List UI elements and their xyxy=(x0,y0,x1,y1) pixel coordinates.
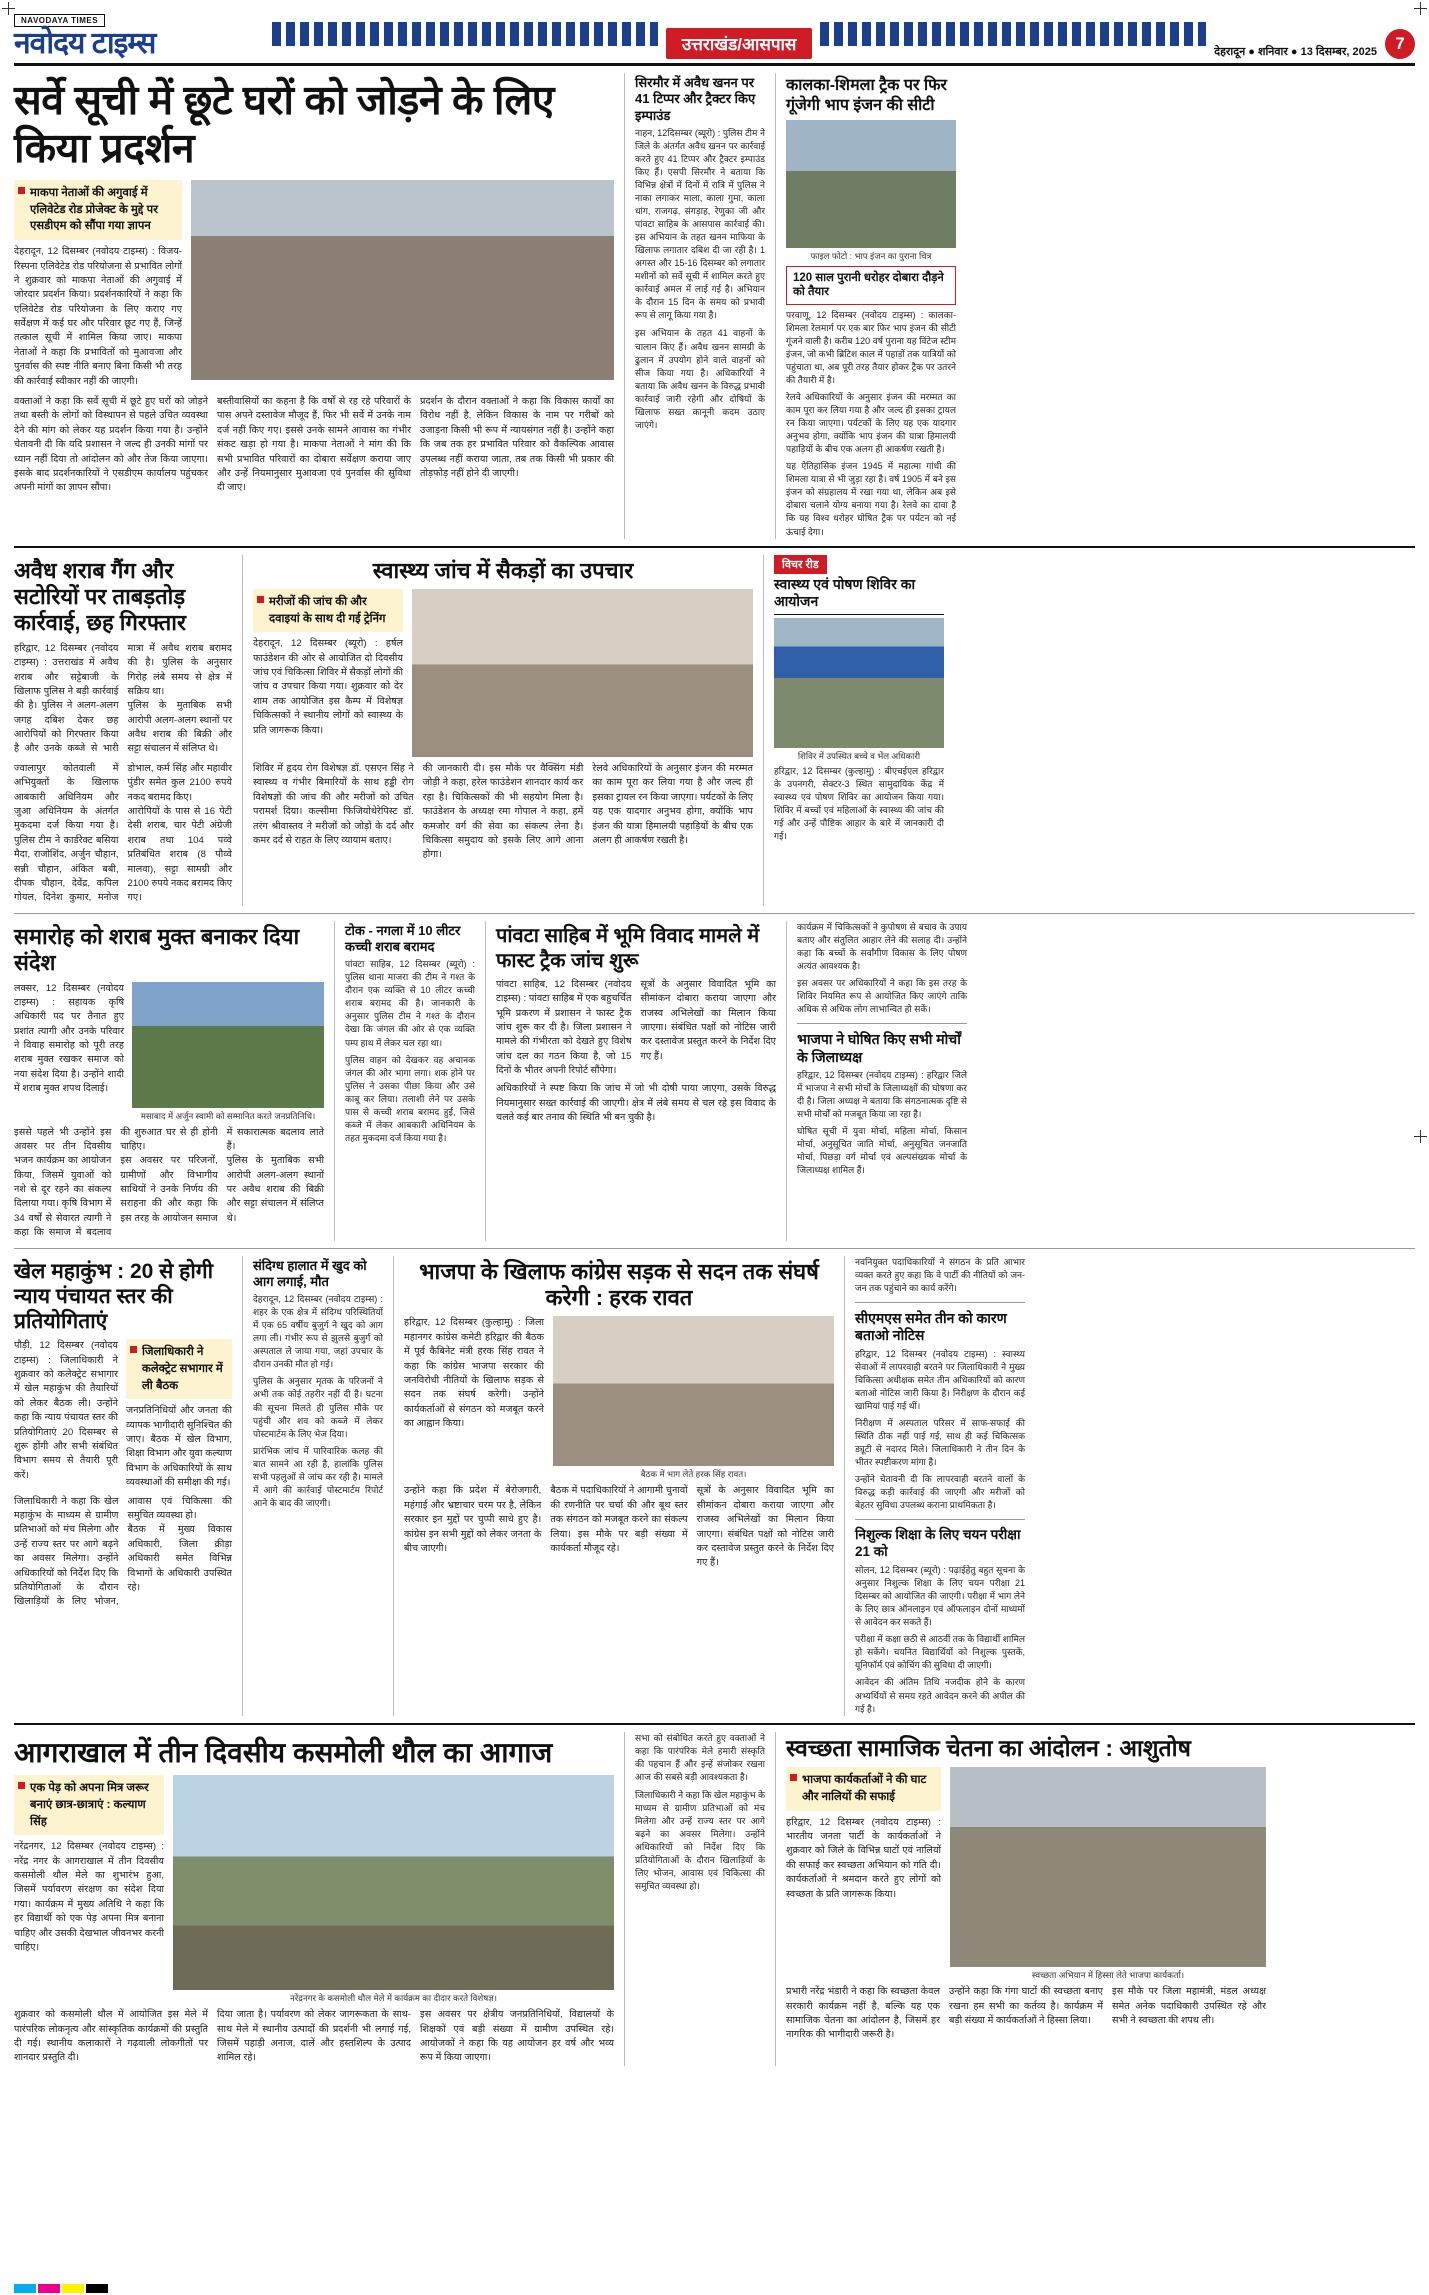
kalka-body-1: परवाणू, 12 दिसम्बर (नवोदय टाइम्स) : कालका-शिमला रेलमार्ग पर एक बार फिर भाप इंजन की सीटी गूंजने वाली है। करीब 120 वर्ष पुराना यह विंटेज स्टीम इंजन, जो कभी ब्रिटिश काल में पहाड़ों तक यात्रियों को पहुंचाता था, अब पूरी तरह तैयार होकर ट्रैक पर उतरने की तैयारी में है। xyxy=(786,309,956,385)
swasthya-photo xyxy=(412,589,753,757)
kalka-subhead-box xyxy=(786,266,956,305)
sandigdh-story xyxy=(253,1256,383,1716)
samaroh-photo xyxy=(132,982,324,1108)
masthead-stripe-right xyxy=(820,22,1206,46)
paonta-body-3: अधिकारियों ने स्पष्ट किया कि जांच में जो भी दोषी पाया जाएगा, उसके विरुद्ध नियमानुसार सख्त कार्रवाई की जाएगी। क्षेत्र में लंबे समय से चल रहे इस विवाद के चलते कई बार तनाव की स्थिति भी बन चुकी है। xyxy=(496,1083,776,1124)
vichar-headline: स्वास्थ्य एवं पोषण शिविर का आयोजन xyxy=(774,576,944,615)
registration-mark xyxy=(1414,1130,1427,1143)
khel-story xyxy=(14,1256,232,1716)
agrakhal-body-2: शुक्रवार को कसमोली थौल में आयोजित इस मेले में पारंपरिक लोकनृत्य और सांस्कृतिक कार्यक्रमों की प्रस्तुति दी गई। स्थानीय कलाकारों ने गढ़वाली लोकगीतों पर शानदार प्रस्तुति दी। xyxy=(14,2009,208,2064)
kalka-body-2: रेलवे अधिकारियों के अनुसार इंजन की मरम्मत का काम पूरा कर लिया गया है और जल्द ही इसका ट्रायल रन किया जाएगा। पर्यटकों के लिए यह एक यादगार अनुभव होगा, क्योंकि भाप इंजन की यात्रा हिमालयी पहाड़ियों के बीच एक अलग ही आकर्षण रखती है। xyxy=(786,392,956,455)
samaroh-body-2: इससे पहले भी उन्होंने इस अवसर पर तीन दिवसीय भजन कार्यक्रम का आयोजन किया, जिसमें युवाओं को नशे से दूर रहने का संकल्प दिलाया गया। कृषि विभाग में 34 वर्षों से सेवारत त्यागी ने कहा कि समाज में बदलाव की शुरुआत घर से ही होनी चाहिए। xyxy=(14,1126,218,1239)
swachhta-headline: स्वच्छता सामाजिक चेतना का आंदोलन : आशुतोष xyxy=(786,1734,1191,1761)
column-divider xyxy=(775,1732,776,2066)
sharab-story xyxy=(14,555,232,906)
thokna-story xyxy=(345,921,475,1241)
bjp-photo xyxy=(553,1316,834,1466)
swasthya-headline: स्वास्थ्य जांच में सैकड़ों का उपचार xyxy=(372,557,634,583)
samaroh-body-4: पुलिस के मुताबिक सभी आरोपी अलग-अलग स्थानों पर अवैध शराब की बिक्री और सट्टा संचालन में संलिप्त थे। xyxy=(226,1155,324,1224)
vichar-continued xyxy=(797,921,967,1241)
column-divider xyxy=(775,73,776,539)
swasthya-story xyxy=(253,555,753,906)
swachhta-kicker: भाजपा कार्यकर्ताओं ने की घाट और नालियों की सफाई xyxy=(786,1767,941,1810)
khel-body-1: पौड़ी, 12 दिसम्बर (नवोदय टाइम्स) : जिलाधिकारी ने शुक्रवार को कलेक्ट्रेट सभागार में खेल महाकुंभ की तैयारियों को लेकर बैठक ली। उन्होंने कहा कि न्याय पंचायत स्तर की प्रतियोगिताएं 20 दिसम्बर से शुरू होंगी और सभी संबंधित विभाग समय से तैयारी पूरी करें। xyxy=(14,1340,118,1481)
samaroh-body-1: लक्सर, 12 दिसम्बर (नवोदय टाइम्स) : सहायक कृषि अधिकारी पद पर तैनात हुए प्रशांत त्यागी और उनके परिवार ने विवाह समारोह को पूरी तरह शराब मुक्त रखकर समाज को नया संदेश दिया है। उन्होंने शादी में शराब मुक्त शपथ दिलाई। xyxy=(14,982,124,1095)
masthead-logo xyxy=(14,10,264,59)
masthead-title: नवोदय टाइम्स xyxy=(14,27,156,60)
lead-story xyxy=(14,73,614,539)
jilaadhyaksh-body-2: घोषित सूची में युवा मोर्चा, महिला मोर्चा, किसान मोर्चा, अनुसूचित जाति मोर्चा, अनुसूचित जनजाति मोर्चा, पिछड़ा वर्ग मोर्चा एवं अल्पसंख्यक मोर्चा के जिलाध्यक्ष शामिल हैं। xyxy=(797,1126,967,1176)
agrakhal-body-1: नरेंद्रनगर, 12 दिसम्बर (नवोदय टाइम्स) : नरेंद्र नगर के आगराखाल में तीन दिवसीय कसमोली थौल मेले का शुभारंभ हुआ, जिसमें पर्यावरण संरक्षण का संदेश दिया गया। कार्यक्रम में मुख्य अतिथि ने कहा कि हर विद्यार्थी को एक पेड़ अपना मित्र बनाना चाहिए और उसकी देखभाल जीवनभर करनी चाहिए। xyxy=(14,1841,164,1953)
swachhta-body-4: इस मौके पर जिला महामंत्री, मंडल अध्यक्ष समेत अनेक पदाधिकारी उपस्थित रहे और सभी ने स्वच्छता की शपथ ली। xyxy=(1112,1986,1266,2026)
bjp-body-2: उन्होंने कहा कि प्रदेश में बेरोजगारी, महंगाई और भ्रष्टाचार चरम पर है, लेकिन सरकार इन मुद्दों पर चुप्पी साधे हुए है। कांग्रेस इन सभी मुद्दों को लेकर जनता के बीच जाएगी। xyxy=(404,1485,542,1554)
vichar-body-2: कार्यक्रम में चिकित्सकों ने कुपोषण से बचाव के उपाय बताए और संतुलित आहार लेने की सलाह दी। उन्होंने कहा कि बच्चों के सर्वांगीण विकास के लिए पोषण अत्यंत आवश्यक है। xyxy=(797,921,967,971)
sharab-body-2: पुलिस के मुताबिक सभी आरोपी अलग-अलग स्थानों पर अवैध शराब की बिक्री और सट्टा संचालन में संलिप्त थे। xyxy=(127,700,232,755)
column-divider xyxy=(393,1256,394,1716)
bjp-body-4: सूत्रों के अनुसार विवादित भूमि का सीमांकन दोबारा कराया जाएगा और राजस्व अभिलेखों का मिलान किया जाएगा। संबंधित पक्षों को नोटिस जारी कर दस्तावेज प्रस्तुत करने के निर्देश दिए गए हैं। xyxy=(696,1485,834,1569)
seemaa-body-3: उन्होंने चेतावनी दी कि लापरवाही बरतने वालों के विरुद्ध कड़ी कार्रवाई की जाएगी और मरीजों को बेहतर सुविधा उपलब्ध कराना प्राथमिकता है। xyxy=(855,1474,1025,1511)
bottom-band xyxy=(14,1732,1415,2066)
agrakhal-photo-caption: नरेंद्रनगर के कसमोली थौल मेले में कार्यक्रम का दीदार करते विशेषज्ञ। xyxy=(290,1993,497,2004)
vichar-photo xyxy=(774,618,944,748)
paonta-headline: पांवटा साहिब में भूमि विवाद मामले में फास्ट ट्रैक जांच शुरू xyxy=(496,924,760,972)
column-divider xyxy=(242,555,243,906)
swachhta-body-3: उन्होंने कहा कि गंगा घाटों की स्वच्छता बनाए रखना हम सभी का कर्तव्य है। कार्यक्रम में बड़ी संख्या में कार्यकर्ताओं ने हिस्सा लिया। xyxy=(949,1986,1103,2026)
lead-body-2: वक्ताओं ने कहा कि सर्वे सूची में छूटे हुए घरों को जोड़ने तथा बस्ती के लोगों को विस्थापन से पहले उचित व्यवस्था देने की मांग को लेकर यह प्रदर्शन किया गया है। उन्होंने चेतावनी दी कि यदि प्रशासन ने जल्द ही उनकी मांगों पर ध्यान नहीं दिया तो आंदोलन को और तेज किया जाएगा। इसके बाद प्रदर्शनकारियों ने एसडीएम कार्यालय पहुंचकर अपनी मांगों का ज्ञापन सौंपा। xyxy=(14,396,208,494)
khel-headline: खेल महाकुंभ : 20 से होगी न्याय पंचायत स्तर की प्रतियोगिताएं xyxy=(14,1259,214,1334)
bjp-body-3: बैठक में पदाधिकारियों ने आगामी चुनावों की रणनीति पर चर्चा की और बूथ स्तर तक संगठन को मजबूत करने का संकल्प लिया। इस मौके पर बड़ी संख्या में कार्यकर्ता मौजूद रहे। xyxy=(550,1485,688,1554)
registration-mark xyxy=(2,2,15,15)
fourth-band xyxy=(14,1256,1415,1716)
swasthya-body-1: देहरादून, 12 दिसम्बर (ब्यूरो) : हर्षल फाउंडेशन की ओर से आयोजित दो दिवसीय जांच एवं चिकित्सा शिविर में सैकड़ों लोगों की जांच व उपचार किया गया। शुक्रवार को देर शाम तक आयोजित इस कैम्प में विशेषज्ञ चिकित्सकों ने स्थानीय लोगों को स्वास्थ्य के प्रति जागरूक किया। xyxy=(253,638,403,736)
top-block xyxy=(14,73,1415,539)
nishulk-body-3: आवेदन की अंतिम तिथि नजदीक होने के कारण अभ्यर्थियों से समय रहते आवेदन करने की अपील की गई है। xyxy=(855,1677,1025,1714)
jilaadhyaksh-body-3: नवनियुक्त पदाधिकारियों ने संगठन के प्रति आभार व्यक्त करते हुए कहा कि वे पार्टी की नीतियों को जन-जन तक पहुंचाने का कार्य करेंगे। xyxy=(855,1256,1025,1293)
bjp-body-1: हरिद्वार, 12 दिसम्बर (कुल्हामु) : जिला महानगर कांग्रेस कमेटी हरिद्वार की बैठक में पूर्व कैबिनेट मंत्री हरक सिंह रावत ने कहा कि कांग्रेस भाजपा सरकार की जनविरोधी नीतियों के खिलाफ सड़क से सदन तक संघर्ष करेगी। उन्होंने कार्यकर्ताओं से संगठन को मजबूत करने का आह्वान किया। xyxy=(404,1317,544,1430)
agrakhal-kicker: एक पेड़ को अपना मित्र जरूर बनाएं छात्र-छात्राएं : कल्याण सिंह xyxy=(14,1775,164,1835)
thokna-body-2: पुलिस वाहन को देखकर वह अचानक जंगल की ओर भागा लगा। शक होने पर पुलिस ने उसका पीछा किया और उसे काबू कर लिया। तलाशी लेने पर उसके पास से कच्ची शराब बरामद हुई, जिसे कब्जे में लेकर आबकारी अधिनियम के तहत मुकदमा दर्ज किया गया है। xyxy=(345,1054,475,1143)
bjp-story xyxy=(404,1256,834,1716)
bjp-photo-caption: बैठक में भाग लेते हरक सिंह रावत। xyxy=(640,1469,747,1480)
swachhta-body-1: हरिद्वार, 12 दिसम्बर (नवोदय टाइम्स) : भारतीय जनता पार्टी के कार्यकर्ताओं ने शुक्रवार को जिले के विभिन्न घाटों एवं नालियों की सफाई कर स्वच्छता अभियान को गति दी। कार्यकर्ताओं ने श्रमदान करते हुए लोगों को स्वच्छता के प्रति जागरूक किया। xyxy=(786,1816,941,1900)
khel-body-4: बैठक में मुख्य विकास अधिकारी, जिला क्रीड़ा अधिकारी समेत विभिन्न विभागों के अधिकारी उपस्थित रहे। xyxy=(127,1524,232,1593)
agrakhal-overflow xyxy=(635,1732,765,2066)
column-divider xyxy=(763,555,764,906)
nishulk-body-1: सोलन, 12 दिसम्बर (ब्यूरो) : पढ़ाईहेतु बहुत सूचना के अनुसार निशुल्क शिक्षा के लिए चयन परीक्षा 21 दिसम्बर को आयोजित की जाएगी। परीक्षा में भाग लेने के लिए छात्र ऑनलाइन एवं ऑफलाइन दोनों माध्यमों से आवेदन कर सकते हैं। xyxy=(855,1565,1025,1628)
vichar-body-3: इस अवसर पर अधिकारियों ने कहा कि इस तरह के शिविर नियमित रूप से आयोजित किए जाएंगे ताकि अधिक से अधिक लोग लाभान्वित हो सकें। xyxy=(797,977,967,1015)
sandigdh-headline: संदिग्ध हालात में खुद को आग लगाई, मौत xyxy=(253,1257,367,1289)
column-divider xyxy=(624,73,625,539)
agrakhal-photo xyxy=(173,1775,614,1990)
agrakhal-body-5: सभा को संबोधित करते हुए वक्ताओं ने कहा कि पारंपरिक मेले हमारी संस्कृति की पहचान हैं और इन्हें संजोकर रखना आज की सबसे बड़ी आवश्यकता है। xyxy=(635,1732,765,1782)
seemaa-body-1: हरिद्वार, 12 दिसम्बर (नवोदय टाइम्स) : स्वास्थ्य सेवाओं में लापरवाही बरतने पर जिलाधिकारी ने मुख्य चिकित्सा अधीक्षक समेत तीन अधिकारियों को कारण बताओ नोटिस जारी किया है। निरीक्षण के दौरान कई खामियां पाई गई थीं। xyxy=(855,1348,1025,1411)
khel-body-3: जिलाधिकारी ने कहा कि खेल महाकुंभ के माध्यम से ग्रामीण प्रतिभाओं को मंच मिलेगा और उन्हें राज्य स्तर पर आगे बढ़ने का अवसर मिलेगा। उन्होंने अधिकारियों को निर्देश दिए कि प्रतियोगिताओं के दौरान खिलाड़ियों के लिए भोजन, आवास एवं चिकित्सा की समुचित व्यवस्था हो। xyxy=(14,1495,232,1608)
thokna-headline: टोक - नगला में 10 लीटर कच्ची शराब बरामद xyxy=(345,922,461,954)
third-band xyxy=(14,921,1415,1241)
kalka-photo-caption: फाइल फोटो : भाप इंजन का पुराना चित्र xyxy=(810,251,932,261)
sirmour-body-1: नाहन, 12दिसम्बर (ब्यूरो) : पुलिस टीम ने जिले के अंतर्गत अवैध खनन पर कार्रवाई करते हुए 41 टिप्पर और ट्रैक्टर इम्पाउंड किए हैं। एसपी सिरमौर ने बताया कि विभिन्न क्षेत्रों में दिनों में रात्रि में पुलिस ने नाका लगाकर माला, काला गुमा, काला धांग, राजगढ़, संगड़ाह, रेणुका जी और पांवटा साहिब के आसपास कार्रवाई की। इस अभियान के तहत खनन माफिया के खिलाफ लगातार दबिश दी जा रही है। 1 अगस्त और 15-16 दिसम्बर को लगातार मशीनों को सर्वे सूची में शामिल करते हुए कार्रवाई अमल में लाई गई है। अभियान के दौरान 15 दिन के समय को प्रभावी रूप से लागू किया गया है। xyxy=(635,127,765,321)
swachhta-body-2: प्रभारी नरेंद्र भंडारी ने कहा कि स्वच्छता केवल सरकारी कार्यक्रम नहीं है, बल्कि यह एक सामाजिक चेतना का आंदोलन है, जिसमें हर नागरिक की भागीदारी जरूरी है। xyxy=(786,1986,940,2041)
thokna-body-1: पांवटा साहिब, 12 दिसम्बर (ब्यूरो) : पुलिस थाना माजरा की टीम ने गश्त के दौरान एक व्यक्ति से 10 लीटर कच्ची शराब बरामद की है। जानकारी के अनुसार पुलिस टीम ने गश्त के दौरान देखा कि जंगल की ओर से एक व्यक्ति पम्प हाथ में लेकर चल रहा था। xyxy=(345,959,475,1048)
khel-kicker: जिलाधिकारी ने कलेक्ट्रेट सभागार में ली बैठक xyxy=(126,1339,232,1399)
paonta-body-1: पांवटा साहिब, 12 दिसम्बर (नवोदय टाइम्स) : पांवटा साहिब में एक बहुचर्चित भूमि प्रकरण में प्रशासन ने फास्ट ट्रैक जांच शुरू कर दी है। जिला प्रशासन ने मामले की गंभीरता को देखते हुए विशेष जांच दल का गठन किया है, जो 15 दिनों के भीतर अपनी रिपोर्ट सौंपेगा। xyxy=(496,978,632,1077)
kalka-headline: कालका-शिमला ट्रैक पर फिर गूंजेगी भाप इंजन की सीटी xyxy=(786,77,947,114)
lead-body-3: बस्तीवासियों का कहना है कि वर्षों से रह रहे परिवारों के पास अपने दस्तावेज मौजूद हैं, फिर भी सर्वे में उनके नाम दर्ज नहीं किए गए। इससे उनके सामने आवास का गंभीर संकट खड़ा हो गया है। माकपा नेताओं ने मांग की कि सभी प्रभावित परिवारों का दोबारा सर्वेक्षण कराया जाए और उन्हें नियमानुसार मुआवजा एवं पुनर्वास की सुविधा दी जाए। xyxy=(217,396,411,494)
sandigdh-body-3: प्रारंभिक जांच में पारिवारिक कलह की बात सामने आ रही है, हालांकि पुलिस सभी पहलुओं से जांच कर रही है। मामले में आगे की कार्रवाई पोस्टमार्टम रिपोर्ट आने के बाद की जाएगी। xyxy=(253,1445,383,1508)
sirmour-story xyxy=(635,73,765,539)
lead-kicker: माकपा नेताओं की अगुवाई में एलिवेटेड रोड प्रोजेक्ट के मुद्दे पर एसडीएम को सौंपा गया ज्ञापन xyxy=(14,180,182,240)
samaroh-body-3: इस अवसर पर परिजनों, ग्रामीणों और विभागीय साथियों ने उनके निर्णय की सराहना की और कहा कि इस तरह के आयोजन समाज में सकारात्मक बदलाव लाते हैं। xyxy=(120,1126,324,1224)
kalka-body-3: यह ऐतिहासिक इंजन 1945 में महात्मा गांधी की शिमला यात्रा से भी जुड़ा रहा है। वर्ष 1905 में बने इस इंजन को संग्रहालय में रखा गया था, लेकिन अब इसे दोबारा चलाने योग्य बनाया गया है। रेलवे का दावा है कि यह विश्व धरोहर घोषित ट्रैक पर पर्यटन को नई ऊंचाई देगा। xyxy=(786,461,956,537)
second-band xyxy=(14,555,1415,906)
color-calibration-bars xyxy=(14,2284,108,2293)
jilaadhyaksh-headline: भाजपा ने घोषित किए सभी मोर्चों के जिलाध्यक्ष xyxy=(797,1031,961,1065)
sharab-body-4: आरोपियों के पास से 16 पेटी देसी शराब, चार पेटी अंग्रेजी शराब तथा 104 पव्वे प्रतिबंधित शराब (8 पौव्वे मालवा), सट्टा सामग्री और 2100 रुपये नकद बरामद किए गए। xyxy=(127,806,232,904)
lead-headline: सर्वे सूची में छूटे घरों को जोड़ने के लिए किया प्रदर्शन xyxy=(14,77,554,171)
swasthya-body-2: शिविर में हृदय रोग विशेषज्ञ डॉ. एसएन सिंह ने स्वास्थ्य व गंभीर बिमारियों के साथ हड्डी रोग विशेषज्ञों की जांच की और मरीजों को उचित परामर्श दिया। कल्सीमा फिजियोथेरेपिस्ट डॉ. तरंग श्रीवास्तव ने मरीजों को जोड़ों के दर्द और कमर दर्द से राहत के लिए व्यायाम बताए। xyxy=(253,762,414,846)
registration-mark xyxy=(1414,2,1427,15)
column-divider xyxy=(624,1732,625,2066)
paonta-story xyxy=(496,921,776,1241)
seemaa-body-2: निरीक्षण में अस्पताल परिसर में साफ-सफाई की स्थिति ठीक नहीं पाई गई, साथ ही कई चिकित्सक ड्यूटी से नदारद मिले। जिलाधिकारी ने तीन दिन के भीतर स्पष्टीकरण मांगा है। xyxy=(855,1418,1025,1468)
swasthya-body-3b: रेलवे अधिकारियों के अनुसार इंजन की मरम्मत का काम पूरा कर लिया गया है और जल्द ही इसका ट्रायल रन किया जाएगा। पर्यटकों के लिए यह एक यादगार अनुभव होगा, क्योंकि भाप इंजन की यात्रा हिमालयी पहाड़ियों के बीच एक अलग ही आकर्षण रखती है। xyxy=(592,762,753,846)
vichar-read-section xyxy=(774,555,944,906)
swachhta-story xyxy=(786,1732,1266,2066)
kalka-photo xyxy=(786,120,956,248)
swasthya-body-3: की जानकारी दी। इस मौके पर वैक्सिंग मंडी जोड़ी ने कहा, हरेल फाउंडेशन शानदार कार्य कर रहा है। चिकित्सकों की भी सहयोग मिला है। फाउंडेशन के अध्यक्ष रमा गोपाल ने कहा, हमें कमजोर वर्ग की सेवा का संकल्प लेना है। चिकित्सा समुदाय को इसके लिए आगे आना होगा। xyxy=(422,762,584,861)
right-stack xyxy=(855,1256,1025,1716)
swachhta-photo-caption: स्वच्छता अभियान में हिस्सा लेते भाजपा कार्यकर्ता। xyxy=(1031,1970,1185,1981)
bjp-headline: भाजपा के खिलाफ कांग्रेस सड़क से सदन तक संघर्ष करेगी : हरक रावत xyxy=(419,1258,819,1311)
lead-body-4: प्रदर्शन के दौरान वक्ताओं ने कहा कि विकास कार्यों का विरोध नहीं है, लेकिन विकास के नाम पर गरीबों को उजाड़ना किसी भी रूप में न्यायसंगत नहीं है। उन्होंने कहा कि जब तक हर प्रभावित परिवार को वैकल्पिक आवास उपलब्ध नहीं कराया जाता, तब तक किसी भी प्रकार की तोड़फोड़ नहीं होने दी जाएगी। xyxy=(420,396,614,479)
column-divider xyxy=(242,1256,243,1716)
vichar-section-label: विचर रीड xyxy=(774,555,827,574)
sharab-headline: अवैध शराब गैंग और सटोरियों पर ताबड़तोड़ कार्रवाई, छह गिरफ्तार xyxy=(14,557,186,636)
masthead-stripe-left xyxy=(272,22,658,46)
dateline: देहरादून ● शनिवार ● 13 दिसम्बर, 2025 xyxy=(1214,46,1377,58)
jilaadhyaksh-body-1: हरिद्वार, 12 दिसम्बर (नवोदय टाइम्स) : हरिद्वार जिले में भाजपा ने सभी मोर्चों के जिलाध्यक्षों की घोषणा कर दी है। जिला अध्यक्ष ने बताया कि संगठनात्मक दृष्टि से सभी मोर्चों को मजबूत किया जा रहा है। xyxy=(797,1070,967,1120)
sharab-body-1: हरिद्वार, 12 दिसम्बर (नवोदय टाइम्स) : उत्तराखंड में अवैध शराब और सट्टेबाजी के खिलाफ पुलिस ने बड़ी कार्रवाई की है। पुलिस ने अलग-अलग जगह दबिश देकर छह आरोपियों को गिरफ्तार किया है और उनके कब्जे से भारी मात्रा में अवैध शराब बरामद की है। पुलिस के अनुसार गिरोह लंबे समय से क्षेत्र में सक्रिय था। xyxy=(14,642,232,755)
samaroh-headline: समारोह को शराब मुक्त बनाकर दिया संदेश xyxy=(14,923,300,976)
agrakhal-story xyxy=(14,1732,614,2066)
samaroh-story xyxy=(14,921,324,1241)
sharab-body-3: ज्वालापुर कोतवाली में अभियुक्तों के खिलाफ आबकारी अधिनियम और जुआ अधिनियम के अंतर्गत मुकदमा दर्ज किया गया है। पुलिस टीम ने कार्डरेक्ट बसिया मैदा, राजोशिंद, अर्जुन चौहान, सन्नी चौहान, अंकित बबी, दीपक चौहान, देवेंद्र, कपिल गोयल, दिनेश कुमार, मनोज डोभाल, कर्म सिंह और महावीर पुंडीर समेत कुल 2100 रुपये नकद बरामद किए। xyxy=(14,762,232,904)
sirmour-body-2: इस अभियान के तहत 41 वाहनों के चालान किए हैं। अवैध खनन सामग्री के ढुलान में उपयोग होने वाले वाहनों को सीज किया गया है। अधिकारियों ने बताया कि अवैध खनन के विरुद्ध प्रभावी कार्रवाई जारी रहेगी और दोषियों के खिलाफ सख्त कानूनी कदम उठाए जाएंगे। xyxy=(635,328,765,430)
seemaa-headline: सीएमएस समेत तीन को कारण बताओ नोटिस xyxy=(855,1309,1007,1344)
page-number: 7 xyxy=(1385,29,1415,59)
masthead xyxy=(14,10,1415,66)
khel-body-2: जनप्रतिनिधियों और जनता की व्यापक भागीदारी सुनिश्चित की जाए। बैठक में खेल विभाग, शिक्षा विभाग और युवा कल्याण विभाग के अधिकारियों के साथ व्यवस्थाओं की समीक्षा की गई। xyxy=(126,1405,232,1489)
column-divider xyxy=(485,921,486,1241)
column-divider xyxy=(844,1256,845,1716)
lead-body-1: देहरादून, 12 दिसम्बर (नवोदय टाइम्स) : विजय-रिस्पना एलिवेटेड रोड परियोजना से प्रभावित लोगों ने शुक्रवार को माकपा नेताओं की अगुवाई में जोरदार प्रदर्शन किया। प्रदर्शनकारियों ने कहा कि एलिवेटेड रोड परियोजना के लिए कराए गए सर्वेक्षण में कई घर और परिवार छूट गए हैं, जिन्हें तत्काल सूची में शामिल किया जाए। माकपा नेताओं ने कहा कि प्रभावितों को मुआवजा और पुनर्वास की स्पष्ट नीति बनाए बिना किसी भी तरह की कार्रवाई स्वीकार नहीं की जाएगी। xyxy=(14,246,182,387)
kalka-subheadline: 120 साल पुरानी धरोहर दोबारा दौड़ने को तैयार xyxy=(793,272,944,299)
swachhta-photo xyxy=(950,1767,1266,1967)
masthead-english-name: NAVODAYA TIMES xyxy=(14,14,105,27)
swasthya-kicker: मरीजों की जांच की और दवाइयां के साथ दी गई ट्रेनिंग xyxy=(253,589,403,632)
vichar-photo-caption: शिविर में उपस्थित बच्चे व भेंल अधिकारी xyxy=(797,750,921,761)
paonta-body-2: सूत्रों के अनुसार विवादित भूमि का सीमांकन दोबारा कराया जाएगा और राजस्व अभिलेखों का मिलान किया जाएगा। संबंधित पक्षों को नोटिस जारी कर दस्तावेज प्रस्तुत करने के निर्देश दिए गए हैं। xyxy=(640,978,776,1062)
vichar-body-1: हरिद्वार, 12 दिसम्बर (कुल्हामु) : बीएचईएल हरिद्वार के उपनगरी, सेक्टर-3 स्थित सामुदायिक केंद्र में स्वास्थ्य एवं पोषण शिविर का आयोजन किया गया। शिविर में बच्चों एवं महिलाओं के स्वास्थ्य की जांच की गई और उन्हें पौष्टिक आहार के बारे में जानकारी दी गई। xyxy=(774,765,944,841)
sirmour-headline: सिरमौर में अवैध खनन पर 41 टिप्पर और ट्रैक्टर किए इम्पाउंड xyxy=(635,75,756,123)
lead-photo xyxy=(191,180,614,380)
section-tag: उत्तराखंड/आसपास xyxy=(666,28,813,59)
column-divider xyxy=(786,921,787,1241)
agrakhal-body-4: इस अवसर पर क्षेत्रीय जनप्रतिनिधियों, विद्यालयों के शिक्षकों एवं बड़ी संख्या में ग्रामीण उपस्थित रहे। आयोजकों ने कहा कि यह आयोजन हर वर्ष और भव्य रूप में किया जाएगा। xyxy=(420,2009,614,2064)
agrakhal-body-6: जिलाधिकारी ने कहा कि खेल महाकुंभ के माध्यम से ग्रामीण प्रतिभाओं को मंच मिलेगा और उन्हें राज्य स्तर पर आगे बढ़ने का अवसर मिलेगा। उन्होंने अधिकारियों को निर्देश दिए कि प्रतियोगिताओं के दौरान खिलाड़ियों के लिए भोजन, आवास एवं चिकित्सा की समुचित व्यवस्था हो। xyxy=(635,1789,765,1892)
nishulk-body-2: परीक्षा में कक्षा छठी से आठवीं तक के विद्यार्थी शामिल हो सकेंगे। चयनित विद्यार्थियों को निशुल्क पुस्तकें, यूनिफॉर्म एवं कोचिंग की सुविधा दी जाएगी। xyxy=(855,1634,1025,1671)
sandigdh-body-1: देहरादून, 12 दिसम्बर (नवोदय टाइम्स) : शहर के एक क्षेत्र में संदिग्ध परिस्थितियों में एक 65 वर्षीय बुजुर्ग ने खुद को आग लगा ली। गंभीर रूप से झुलसे बुजुर्ग को अस्पताल ले जाया गया, जहां उपचार के दौरान उनकी मौत हो गई। xyxy=(253,1294,383,1370)
nishulk-headline: निशुल्क शिक्षा के लिए चयन परीक्षा 21 को xyxy=(855,1527,1021,1560)
sandigdh-body-2: पुलिस के अनुसार मृतक के परिजनों ने अभी तक कोई तहरीर नहीं दी है। घटना की सूचना मिलते ही पुलिस मौके पर पहुंची और शव को कब्जे में लेकर पोस्टमार्टम के लिए भेज दिया। xyxy=(253,1376,383,1439)
agrakhal-body-3: दिया जाता है। पर्यावरण को लेकर जागरूकता के साथ-साथ मेले में स्थानीय उत्पादों की प्रदर्शनी भी लगाई गई, जिसमें पहाड़ी अनाज, दालें और हस्तशिल्प के उत्पाद शामिल रहे। xyxy=(217,2009,411,2064)
agrakhal-headline: आगराखाल में तीन दिवसीय कसमोली थौल का आगाज xyxy=(14,1736,553,1768)
kalka-story xyxy=(786,73,956,539)
samaroh-photo-caption: मसाबाद में अर्जुन स्वामी को सम्मानित करते जनप्रतिनिधि। xyxy=(140,1110,316,1121)
column-divider xyxy=(334,921,335,1241)
